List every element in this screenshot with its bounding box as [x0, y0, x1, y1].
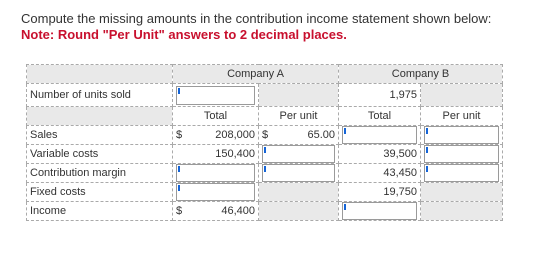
company-b-sales-per-unit-input[interactable]: [424, 126, 499, 144]
sales-row: [27, 126, 503, 145]
row-label-sales: Sales: [27, 126, 173, 145]
company-a-per-unit-header: Per unit: [259, 107, 339, 126]
instructions: Compute the missing amounts in the contribution income statement shown below:: [21, 11, 492, 26]
company-a-variable-costs-per-unit-input[interactable]: [262, 145, 335, 163]
income-row: [27, 202, 503, 221]
contribution-margin-row: [27, 164, 503, 183]
row-label-contribution-margin: Contribution margin: [27, 164, 173, 183]
company-a-sales-total: [173, 126, 259, 145]
company-a-sales-per-unit: [259, 126, 339, 145]
rounding-note: Note: Round "Per Unit" answers to 2 decimal places.: [21, 27, 347, 42]
company-b-total-header: Total: [339, 107, 421, 126]
company-b-contribution-margin-per-unit-input[interactable]: [424, 164, 499, 182]
company-b-variable-costs-per-unit-input[interactable]: [424, 145, 499, 163]
row-label-income: Income: [27, 202, 173, 221]
currency-symbol: $: [176, 205, 183, 217]
company-a-variable-costs-total: 150,400: [173, 145, 259, 164]
company-a-sales-total-value: 208,000: [215, 129, 255, 141]
company-b-fixed-costs-total: 19,750: [339, 183, 421, 202]
company-header-row: [27, 65, 503, 84]
company-a-fixed-costs-total-input[interactable]: [176, 183, 255, 201]
fixed-costs-row: [27, 183, 503, 202]
company-b-units-value: 1,975: [339, 84, 421, 107]
company-a-total-header: Total: [173, 107, 259, 126]
company-a-contribution-margin-total-input[interactable]: [176, 164, 255, 182]
units-sold-row: [27, 84, 503, 107]
currency-symbol: $: [262, 129, 269, 141]
company-b-per-unit-header: Per unit: [421, 107, 503, 126]
row-label-variable-costs: Variable costs: [27, 145, 173, 164]
company-a-income-total: [173, 202, 259, 221]
company-a-sales-per-unit-value: 65.00: [307, 129, 335, 141]
company-a-contribution-margin-per-unit-input[interactable]: [262, 164, 335, 182]
company-b-sales-total-input[interactable]: [342, 126, 417, 144]
company-b-contribution-margin-total: 43,450: [339, 164, 421, 183]
company-a-income-total-value: 46,400: [221, 205, 255, 217]
company-b-header: Company B: [339, 65, 503, 84]
variable-costs-row: [27, 145, 503, 164]
currency-symbol: $: [176, 129, 183, 141]
row-label-fixed-costs: Fixed costs: [27, 183, 173, 202]
row-label-units-sold: Number of units sold: [27, 84, 173, 107]
company-a-units-input[interactable]: [176, 86, 255, 105]
column-header-row: [27, 107, 503, 126]
company-b-income-total-input[interactable]: [342, 202, 417, 220]
company-a-header: Company A: [173, 65, 339, 84]
company-b-variable-costs-total: 39,500: [339, 145, 421, 164]
contribution-income-table: [26, 64, 503, 221]
